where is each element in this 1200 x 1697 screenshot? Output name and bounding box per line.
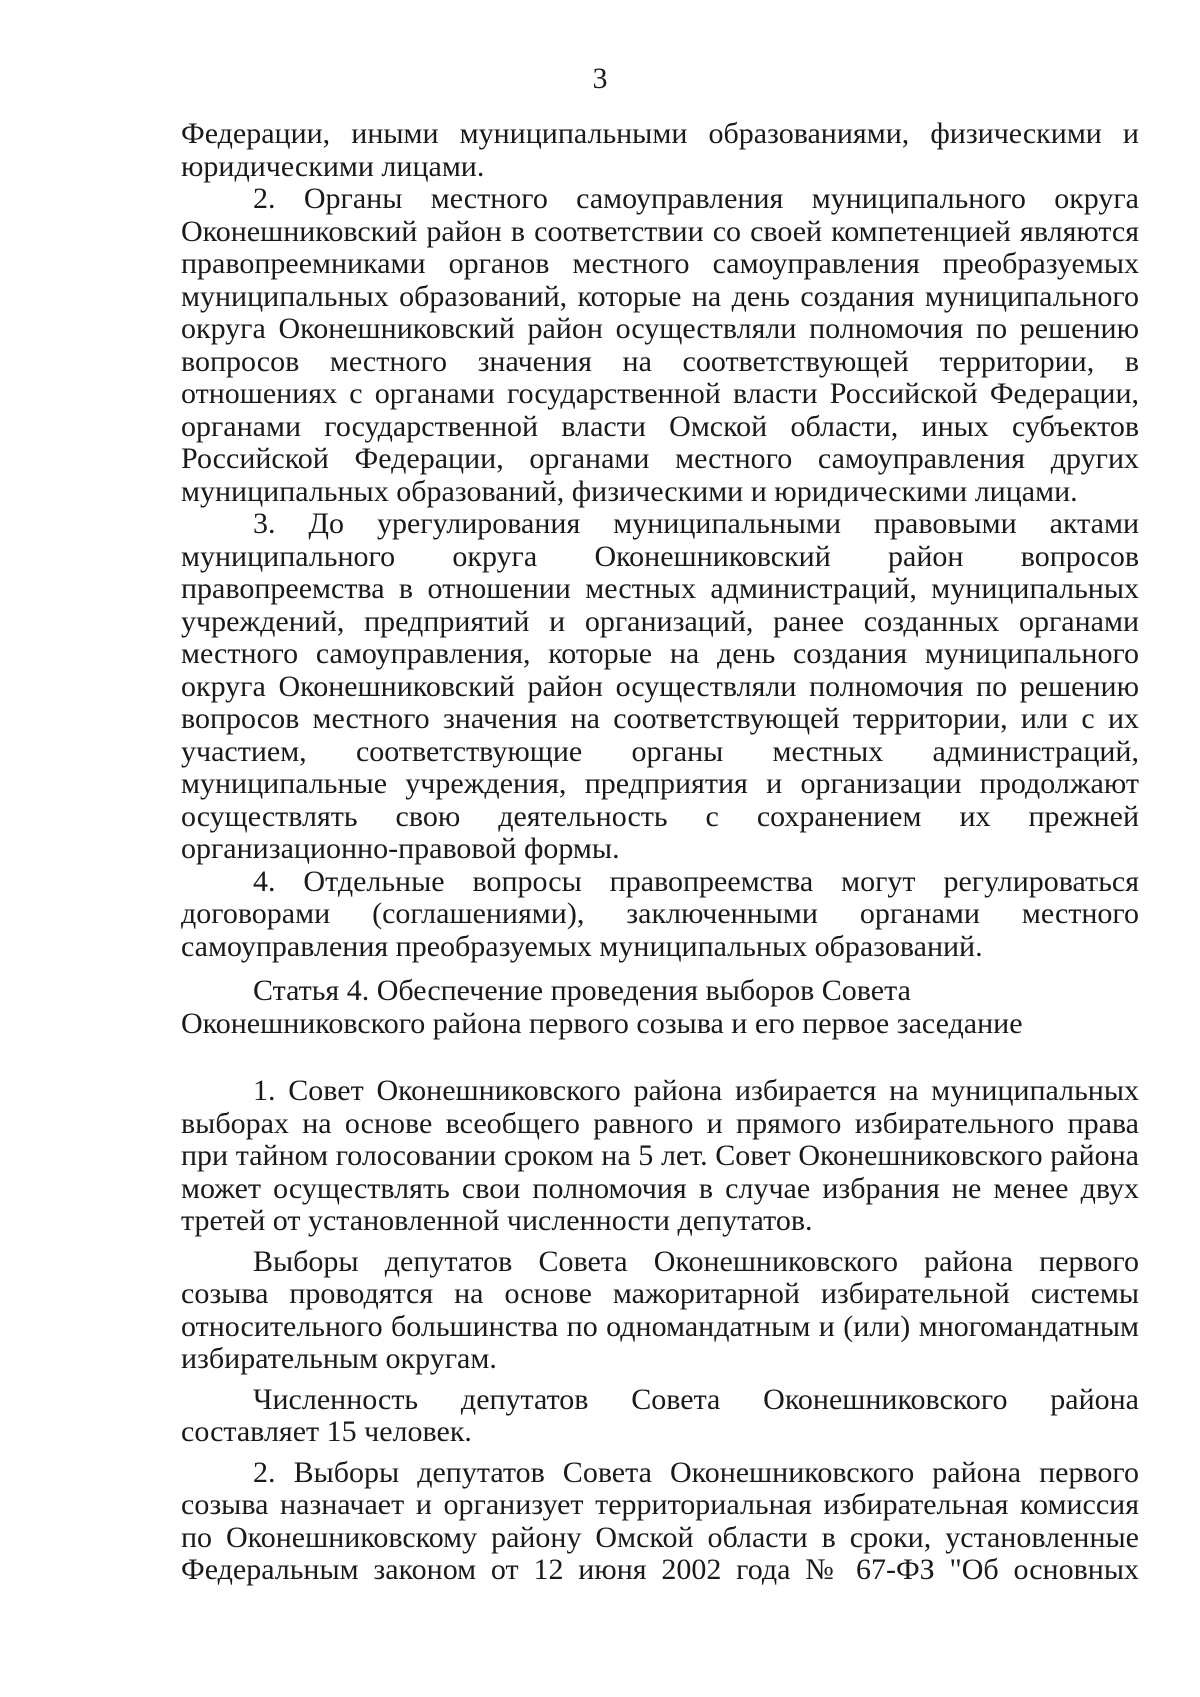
body-text-bottom — [181, 1075, 1139, 1587]
paragraph-item-3: 3. До урегулирования муниципальными правовыми актами муниципального округа Оконешниковский район вопросов правопреемства в отношении местных администраций, муниципальных учреждений, предприятий и организаций, ранее созданных органами местного самоуправления, которые на день создания муниципального округа Оконешниковский район осуществляли полномочия по решению вопросов местного значения на соответствующей территории, или с их участием, соответствующие органы местных администраций, муниципальные учреждения, предприятия и организации продолжают осуществлять свою деятельность с сохранением их прежней организационно-правовой формы. — [181, 507, 1139, 865]
paragraph-article4-elections: Выборы депутатов Совета Оконешниковского района первого созыва проводятся на основе мажоритарной избирательной системы относительного большинства по одномандатным и (или) многомандатным избирательным округам. — [181, 1244, 1139, 1375]
body-text-top — [181, 118, 1139, 963]
paragraph-item-4: 4. Отдельные вопросы правопреемства могут регулироваться договорами (соглашениями), заключенными органами местного самоуправления преобразуемых муниципальных образований. — [181, 864, 1139, 963]
paragraph-article4-item-2: 2. Выборы депутатов Совета Оконешниковского района первого созыва назначает и организует территориальная избирательная комиссия по Оконешниковскому району Омской области в сроки, установленные Федеральным законом от 12 июня 2002 года № 67-ФЗ "Об основных — [181, 1455, 1139, 1586]
paragraph-continuation: Федерации, иными муниципальными образованиями, физическими и юридическими лицами. — [181, 117, 1139, 183]
page-number: 3 — [592, 62, 608, 95]
paragraph-article4-item-1: 1. Совет Оконешниковского района избирается на муниципальных выборах на основе всеобщего равного и прямого избирательного права при тайном голосовании сроком на 5 лет. Совет Оконешниковского района может осуществлять свои полномочия в случае избрания не менее двух третей от установленной численности депутатов. — [181, 1074, 1139, 1237]
article-heading: Статья 4. Обеспечение проведения выборов Совета Оконешниковского района первого созыва и его первое заседание — [181, 974, 1023, 1040]
paragraph-article4-deputies-count: Численность депутатов Совета Оконешниковского района составляет 15 человек. — [181, 1382, 1139, 1448]
paragraph-item-2: 2. Органы местного самоуправления муниципального округа Оконешниковский район в соответствии со своей компетенцией являются правопреемниками органов местного самоуправления преобразуемых муниципальных образований, которые на день создания муниципального округа Оконешниковский район осуществляли полномочия по решению вопросов местного значения на соответствующей территории, в отношениях с органами государственной власти Российской Федерации, органами государственной власти Омской области, иных субъектов Российской Федерации, органами местного самоуправления других муниципальных образований, физическими и юридическими лицами. — [181, 182, 1139, 508]
